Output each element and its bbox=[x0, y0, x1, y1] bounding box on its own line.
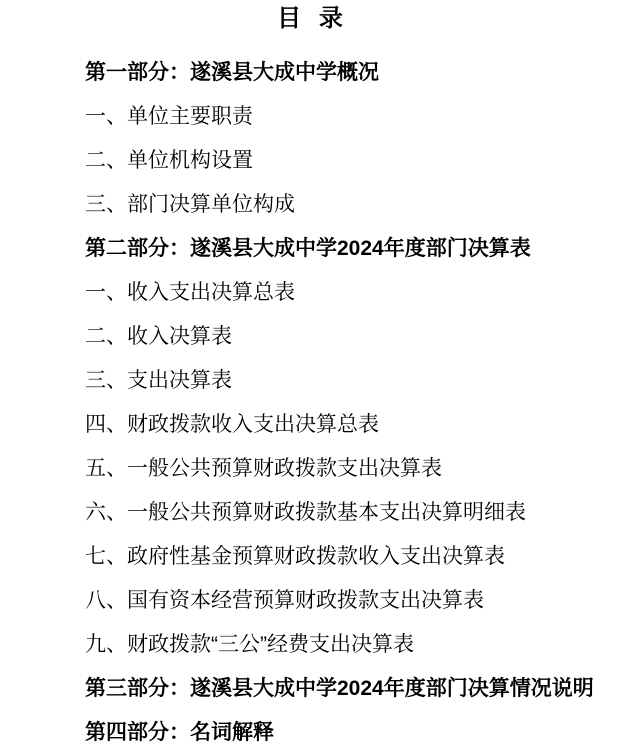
toc-item: 七、政府性基金预算财政拨款收入支出决算表 bbox=[85, 545, 505, 568]
page-title: 目 录 bbox=[277, 5, 344, 32]
toc-item: 二、收入决算表 bbox=[85, 325, 232, 348]
toc-item: 五、一般公共预算财政拨款支出决算表 bbox=[85, 457, 442, 480]
toc-section-heading: 第一部分：遂溪县大成中学概况 bbox=[85, 61, 379, 84]
toc-item: 一、单位主要职责 bbox=[85, 105, 253, 128]
toc-item: 八、国有资本经营预算财政拨款支出决算表 bbox=[85, 589, 484, 612]
toc-section-heading: 第三部分：遂溪县大成中学2024年度部门决算情况说明 bbox=[85, 677, 594, 700]
toc-section-heading: 第二部分：遂溪县大成中学2024年度部门决算表 bbox=[85, 237, 531, 260]
toc-item: 六、一般公共预算财政拨款基本支出决算明细表 bbox=[85, 501, 526, 524]
toc-list bbox=[0, 51, 621, 755]
toc-item: 三、支出决算表 bbox=[85, 369, 232, 392]
toc-item: 四、财政拨款收入支出决算总表 bbox=[85, 413, 379, 436]
toc-item: 九、财政拨款“三公”经费支出决算表 bbox=[85, 633, 414, 656]
toc-item: 三、部门决算单位构成 bbox=[85, 193, 295, 216]
toc-item: 二、单位机构设置 bbox=[85, 149, 253, 172]
toc-section-heading: 第四部分：名词解释 bbox=[85, 721, 274, 744]
toc-item: 一、收入支出决算总表 bbox=[85, 281, 295, 304]
